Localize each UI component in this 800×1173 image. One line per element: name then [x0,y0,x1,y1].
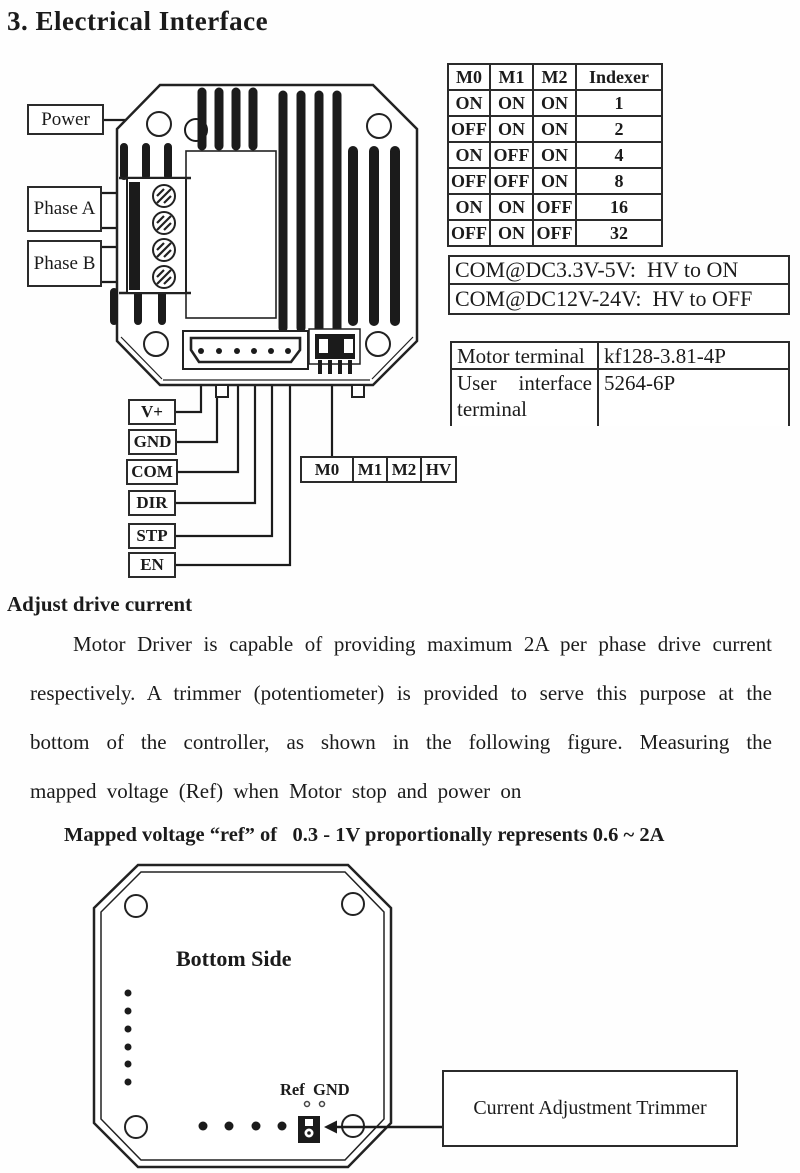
jumper-label-m0: M0 [300,456,354,483]
jumper-pin-strip [300,456,457,483]
cell: OFF [448,168,490,194]
mounting-foot [352,385,364,397]
terminal-name: Motor terminal [452,343,599,370]
terminal-value: kf128-3.81-4P [599,343,788,370]
cell: ON [490,194,533,220]
trimmer-callout-box: Current Adjustment Trimmer [442,1070,738,1147]
cell: ON [490,90,533,116]
body-paragraph: Motor Driver is capable of providing maximum 2A per phase drive current respectively. A trimmer (potentiometer) is provided to serve this purpose at the bottom of the controller, as shown in the following figure. Measuring the mapped voltage (Ref) when Motor stop and power on [30,632,772,803]
page-title: 3. Electrical Interface [7,6,269,36]
cell: ON [448,90,490,116]
section-heading: Adjust drive current [7,592,193,616]
table-row [448,116,662,142]
cell: ON [448,194,490,220]
pin-label-gnd: GND [128,429,177,455]
jumper-label-m1: M1 [352,456,388,483]
cell: 2 [576,116,662,142]
current-trimmer [298,1116,320,1143]
col-header-m2: M2 [533,64,576,90]
cell: ON [533,142,576,168]
cell: ON [448,142,490,168]
user-interface-connector [183,331,308,369]
bottom-side-label: Bottom Side [176,946,292,971]
cell: OFF [533,194,576,220]
jumper-label-m2: M2 [386,456,422,483]
cell: 16 [576,194,662,220]
table-row [448,194,662,220]
cell: OFF [490,168,533,194]
cell: ON [490,116,533,142]
cell: 8 [576,168,662,194]
pin-label-vplus: V+ [128,399,176,425]
cell: 1 [576,90,662,116]
cell: OFF [533,220,576,246]
cell: OFF [448,220,490,246]
power-label-box: Power [27,104,104,135]
cell: ON [533,90,576,116]
cell: OFF [490,142,533,168]
phase-a-label-box: Phase A [27,186,102,232]
ref-gnd-label: Ref GND [280,1080,350,1099]
pin-label-stp: STP [128,523,176,549]
cell: ON [533,168,576,194]
table-row [448,142,662,168]
pin-label-en: EN [128,552,176,578]
phase-b-label-box: Phase B [27,240,102,287]
mapped-voltage-note: Mapped voltage “ref” of 0.3 - 1V proportionally represents 0.6 ~ 2A [64,824,665,846]
terminal-model-table [450,341,790,426]
com-row-low-voltage: COM@DC3.3V-5V: HV to ON [450,257,788,285]
com-voltage-table [448,255,790,315]
table-row [448,168,662,194]
driver-bottom-view-figure [94,865,442,1167]
jumper-label-hv: HV [420,456,457,483]
pcb-panel [186,151,276,318]
pin-label-com: COM [126,459,178,485]
terminal-value: 5264-6P [604,371,676,395]
cell: 32 [576,220,662,246]
col-header-indexer: Indexer [576,64,662,90]
microstep-indexer-table [447,63,663,247]
motor-terminal-block [119,178,191,293]
com-row-high-voltage: COM@DC12V-24V: HV to OFF [455,286,753,311]
mounting-foot [216,385,228,397]
table-header-row [448,64,662,90]
table-row [448,90,662,116]
col-header-m0: M0 [448,64,490,90]
pin-label-dir: DIR [128,490,176,516]
cell: ON [490,220,533,246]
terminal-name: User interface terminal [452,370,599,426]
table-row [448,220,662,246]
cell: ON [533,116,576,142]
col-header-m1: M1 [490,64,533,90]
cell: OFF [448,116,490,142]
cell: 4 [576,142,662,168]
